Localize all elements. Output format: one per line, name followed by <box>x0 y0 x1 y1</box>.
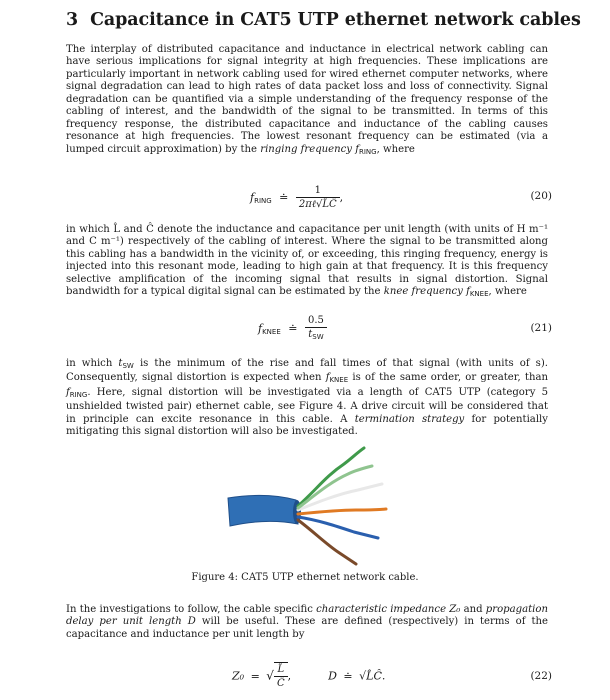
term-knee-frequency: knee frequency <box>383 286 463 298</box>
eq20-number: (20) <box>530 190 552 202</box>
sqrt-sign-icon: √ <box>266 668 274 683</box>
paragraph-1-tail: , where <box>376 143 415 155</box>
eq21-denominator <box>305 327 326 344</box>
eq22-z-trail: , <box>287 669 292 683</box>
eq20-numerator: 1 <box>314 185 321 196</box>
wire-3 <box>298 517 378 538</box>
eq22-d-rel: ≐ <box>343 669 353 683</box>
section-heading <box>66 10 586 30</box>
eq20-lhs-sub: RING <box>254 197 272 205</box>
eq20-denominator: 2πℓ√L̂Ĉ <box>296 197 340 212</box>
equation-21 <box>0 310 610 348</box>
eq22-z-num: L̂ <box>277 664 285 675</box>
paragraph-2-tail: , where <box>488 286 527 298</box>
p3-fr: f <box>66 386 70 398</box>
p4-z0: Z₀ <box>449 604 461 615</box>
paragraph-1 <box>66 44 548 158</box>
eq21-fraction <box>305 314 327 344</box>
eq21-number: (21) <box>530 322 552 334</box>
term-characteristic-impedance: characteristic impedance <box>316 604 447 615</box>
p3-fk: f <box>325 372 330 384</box>
wire-2 <box>298 509 386 514</box>
eq22-d-lhs: D <box>328 669 337 683</box>
symbol-f-knee: f <box>466 286 470 298</box>
paragraph-2-text: in which L̂ and Ĉ denote the inductance and capacitance per unit length (with units of H m⁻¹ and C m⁻¹) respectively of the cabling of interest. Where the signal to be transmitted along this cabling has a bandwidth in the vicinity of, or exceeding, this ringing frequency, energy is injected into this resonant mode, leading to high gain at that frequency. It is this frequency selective amplification of the incoming signal that results in signal distortion. Signal bandwidth for a typical digital signal can be estimated by the <box>66 224 548 298</box>
eq21-den-t: t <box>308 329 313 340</box>
cable-jacket <box>228 495 301 526</box>
eq21-relation: ≐ <box>288 322 298 335</box>
eq22-z-rel: = <box>250 669 260 683</box>
eq22-z-fraction <box>274 662 288 691</box>
wire-4 <box>298 520 356 564</box>
equation-22 <box>0 658 610 694</box>
p3-part1: in which <box>66 358 113 369</box>
eq22-z-lhs: Z₀ <box>232 669 245 683</box>
eq21-lhs-sub: KNEE <box>262 328 281 336</box>
eq22-z-den: Ĉ <box>274 676 288 691</box>
p3-fr-sub: RING <box>69 390 88 399</box>
paragraph-1-text: The interplay of distributed capacitance and inductance in electrical network cabling can have serious implications for signal integrity at high frequencies. These implications are particularly important in network cabling used for wired ethernet computer networks, where signal degradation can lead to high rates of data packet loss and loss of connectivity. Signal degradation can be quantified via a simple understanding of the frequency response of the cabling of interest, and the bandwidth of the signal to be transmitted. In terms of this frequency response, the distributed capacitance and inductance of the cabling causes resonance at high frequencies. The lowest resonant frequency can be estimated (via a lumped circuit approximation) by the <box>66 44 548 155</box>
eq22-d-rhs: √L̂Ĉ <box>359 669 382 683</box>
eq20-trail: , <box>339 191 344 204</box>
symbol-sub: RING <box>358 147 377 156</box>
p3-part5: for potentially mitigating this signal distortion will also be investigated. <box>66 413 548 438</box>
term-propagation-delay: propagation delay per unit length <box>66 604 548 628</box>
p3-part2: is the minimum of the rise and fall times of that signal (with units of s). Consequently, signal distortion is expected when <box>66 358 548 384</box>
eq20-lhs: f <box>250 191 255 204</box>
p3-part4: . Here, signal distortion will be investigated via a length of CAT5 UTP (category 5 unshielded twisted pair) ethernet cable, see Figure 4. A drive circuit will be considered that in principle can excite resonance in this cable. A <box>66 386 548 425</box>
section-title: Capacitance in CAT5 UTP ethernet network cables <box>90 10 581 30</box>
p4-d: D <box>187 616 196 628</box>
eq20-fraction <box>296 184 340 212</box>
p3-tsw: t <box>118 358 123 369</box>
eq21-numerator: 0.5 <box>307 315 324 326</box>
paragraph-2 <box>66 224 548 301</box>
eq21-den-sub: SW <box>312 333 324 341</box>
eq20-relation: ≐ <box>279 191 289 204</box>
paragraph-3 <box>66 358 548 439</box>
eq22-d-trail: . <box>381 669 386 683</box>
figure-caption: Figure 4: CAT5 UTP ethernet network cable. <box>191 572 419 583</box>
twisted-wires <box>298 448 386 564</box>
section-number: 3 <box>66 10 79 30</box>
term-ringing-frequency: ringing frequency <box>260 143 352 155</box>
p4-part1: In the investigations to follow, the cable specific <box>66 604 313 615</box>
p3-tsw-sub: SW <box>122 362 134 370</box>
p4-part3: will be useful. These are defined (respectively) in terms of the capacitance and inductance per unit length by <box>66 616 548 640</box>
p4-part2: and <box>463 604 483 615</box>
p3-fk-sub: KNEE <box>329 376 349 385</box>
equation-20 <box>0 178 610 214</box>
symbol-knee-sub: KNEE <box>469 290 489 299</box>
term-termination-strategy: termination strategy <box>354 413 465 425</box>
paragraph-4 <box>66 604 548 641</box>
cat5-cable-figure <box>226 440 388 568</box>
p3-part3: is of the same order, or greater, than <box>352 372 548 384</box>
eq22-number: (22) <box>530 670 552 682</box>
eq21-lhs: f <box>258 322 263 335</box>
symbol-f: f <box>355 143 359 155</box>
